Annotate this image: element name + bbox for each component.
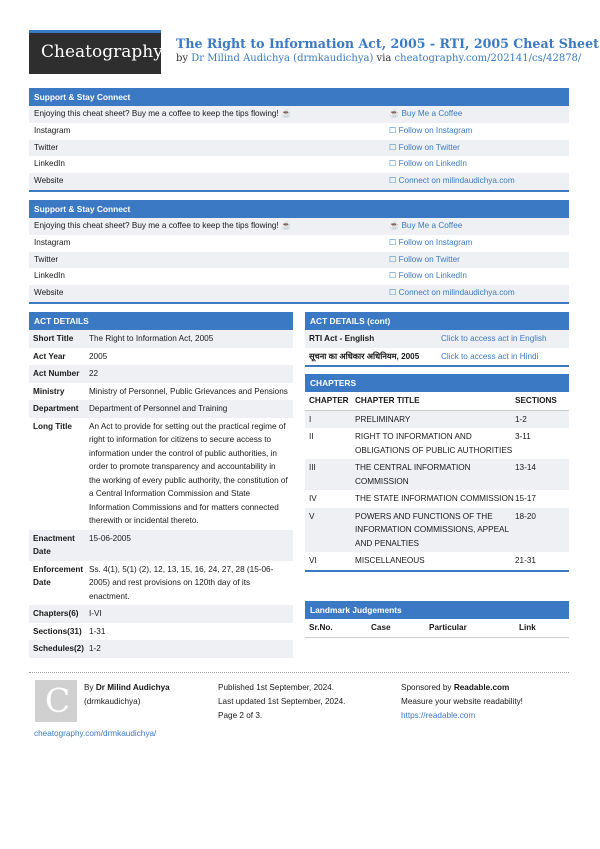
act-details-heading: ACT DETAILS xyxy=(29,312,293,330)
footer-sponsor-name[interactable]: Readable.com xyxy=(453,683,510,692)
landmark-table-header xyxy=(305,619,569,637)
chapter-title: MISCELLANEOUS xyxy=(355,556,425,565)
support-label: Enjoying this cheat sheet? Buy me a coffee to keep the tips flowing! ☕ xyxy=(34,221,292,230)
support-row xyxy=(29,235,569,252)
box-divider xyxy=(305,570,569,572)
detail-key: Short Title xyxy=(33,334,74,343)
chapter-number: VI xyxy=(309,556,317,565)
col-header: SECTIONS xyxy=(515,396,557,405)
logo-text: Cheatography xyxy=(41,42,163,62)
support-label: Instagram xyxy=(34,125,71,135)
support-row xyxy=(29,140,569,157)
detail-key: Sections(31) xyxy=(33,626,82,636)
col-header: Link xyxy=(519,623,536,632)
support-box-heading: Support & Stay Connect xyxy=(29,88,569,106)
col-header: Particular xyxy=(429,623,467,632)
detail-key: Long Title xyxy=(33,421,72,431)
buy-coffee-link[interactable]: ☕ Buy Me a Coffee xyxy=(389,109,463,118)
detail-key: Enactment Date xyxy=(33,533,75,556)
footer-sponsor-url[interactable]: https://readable.com xyxy=(401,711,476,720)
act-details-box xyxy=(29,312,293,658)
chapter-sections: 15-17 xyxy=(515,494,536,503)
linkedin-link[interactable]: ☐ Follow on LinkedIn xyxy=(389,159,467,169)
act-link-label: सूचना का अधिकार अधिनियम, 2005 xyxy=(309,351,420,361)
chapter-title: THE CENTRAL INFORMATION COMMISSION xyxy=(355,463,471,486)
detail-value: Ss. 4(1), 5(1) (2), 12, 13, 15, 16, 24, 27, 28 (15-06-2005) and rest provisions on 120th day of its enactment. xyxy=(89,564,274,601)
twitter-link[interactable]: ☐ Follow on Twitter xyxy=(389,142,460,152)
chapters-box xyxy=(305,374,569,572)
landmark-heading: Landmark Judgements xyxy=(305,601,569,619)
hindi-act-link[interactable]: Click to access act in Hindi xyxy=(441,351,539,361)
footer-author-handle: (drmkaudichya) xyxy=(84,697,141,706)
table-row xyxy=(305,459,569,490)
chapter-number: I xyxy=(309,414,312,424)
detail-value: Department of Personnel and Training xyxy=(89,404,228,413)
buy-coffee-link[interactable]: ☕ Buy Me a Coffee xyxy=(389,221,463,230)
support-label: Website xyxy=(34,176,64,186)
chapter-title: THE STATE INFORMATION COMMISSION xyxy=(355,494,514,503)
col-header: Sr.No. xyxy=(309,623,333,632)
byline xyxy=(176,53,581,64)
table-row xyxy=(305,490,569,508)
box-divider xyxy=(305,637,569,638)
chapters-heading: CHAPTERS xyxy=(305,374,569,392)
detail-value: I-VI xyxy=(89,609,102,618)
support-label: LinkedIn xyxy=(34,271,65,281)
support-label: Website xyxy=(34,288,64,298)
footer-sponsor-tagline: Measure your website readability! xyxy=(401,697,523,706)
detail-key: Ministry xyxy=(33,386,65,396)
chapter-sections: 13-14 xyxy=(515,463,536,472)
detail-key: Act Number xyxy=(33,369,80,378)
linkedin-link[interactable]: ☐ Follow on LinkedIn xyxy=(389,271,467,281)
detail-value: The Right to Information Act, 2005 xyxy=(89,334,214,343)
support-row xyxy=(29,173,569,190)
sheet-url-link[interactable]: cheatography.com/202141/cs/42878/ xyxy=(394,53,582,64)
support-box xyxy=(29,200,569,304)
act-detail-row xyxy=(29,418,293,530)
footer-updated: Last updated 1st September, 2024. xyxy=(218,697,346,706)
act-detail-row xyxy=(29,330,293,348)
box-divider xyxy=(305,365,569,367)
detail-value: 1-31 xyxy=(89,626,106,636)
footer-published: Published 1st September, 2024. xyxy=(218,683,335,692)
chapter-sections: 18-20 xyxy=(515,511,536,521)
act-detail-row xyxy=(29,605,293,623)
chapter-number: IV xyxy=(309,494,317,503)
col-header: Case xyxy=(371,623,391,632)
detail-key: Chapters(6) xyxy=(33,609,79,618)
support-box-heading: Support & Stay Connect xyxy=(29,200,569,218)
act-details-cont-box xyxy=(305,312,569,367)
col-header: CHAPTER xyxy=(309,396,349,405)
website-link[interactable]: ☐ Connect on milindaudichya.com xyxy=(389,176,515,186)
support-label: Twitter xyxy=(34,142,59,152)
chapter-number: V xyxy=(309,511,315,521)
support-label: Enjoying this cheat sheet? Buy me a coffee to keep the tips flowing! ☕ xyxy=(34,109,292,118)
table-row xyxy=(305,552,569,570)
detail-key: Department xyxy=(33,404,79,413)
act-detail-row xyxy=(29,400,293,418)
support-row xyxy=(29,268,569,285)
chapter-title: PRELIMINARY xyxy=(355,414,411,424)
detail-value: Ministry of Personnel, Public Grievances and Pensions xyxy=(89,386,288,396)
footer-author xyxy=(84,681,170,695)
detail-key: Schedules(2) xyxy=(33,644,84,653)
website-link[interactable]: ☐ Connect on milindaudichya.com xyxy=(389,288,515,298)
support-row xyxy=(29,106,569,123)
support-label: Instagram xyxy=(34,237,71,247)
act-detail-row xyxy=(29,383,293,401)
support-row xyxy=(29,285,569,302)
detail-value: 2005 xyxy=(89,351,108,361)
english-act-link[interactable]: Click to access act in English xyxy=(441,334,547,343)
avatar-initial: C xyxy=(45,681,71,720)
table-row xyxy=(305,508,569,553)
chapter-sections: 3-11 xyxy=(515,432,531,441)
chapter-sections: 21-31 xyxy=(515,556,536,565)
chapter-title: POWERS AND FUNCTIONS OF THE INFORMATION COMMISSIONS, APPEAL AND PENALTIES xyxy=(355,511,509,548)
col-header: CHAPTER TITLE xyxy=(355,396,420,405)
author-avatar[interactable] xyxy=(35,680,77,722)
footer-by: By xyxy=(84,683,94,692)
instagram-link[interactable]: ☐ Follow on Instagram xyxy=(389,125,473,135)
author-link[interactable]: Dr Milind Audichya (drmkaudichya) xyxy=(191,53,374,64)
detail-key: Enforcement Date xyxy=(33,564,84,587)
box-divider xyxy=(29,190,569,192)
detail-value: 1-2 xyxy=(89,644,101,653)
act-detail-row xyxy=(29,561,293,606)
support-row xyxy=(29,156,569,173)
act-detail-row xyxy=(29,365,293,383)
box-divider xyxy=(29,302,569,304)
act-link-row xyxy=(305,330,569,348)
act-detail-row xyxy=(29,640,293,658)
chapter-sections: 1-2 xyxy=(515,414,527,424)
act-link-row xyxy=(305,348,569,366)
twitter-link[interactable]: ☐ Follow on Twitter xyxy=(389,254,460,264)
detail-key: Act Year xyxy=(33,351,66,361)
detail-value: An Act to provide for setting out the practical regime of right to information for citizens to secure access to information under the control of public authorities, in order to promote transparency and accountability in the working of every public authority, the constitution of a Central Information Commission and State Information Commissions and for matters connected therewith or incidental thereto. xyxy=(89,421,288,525)
landmark-box xyxy=(305,601,569,638)
table-row xyxy=(305,428,569,459)
chapter-number: II xyxy=(309,432,314,441)
support-label: Twitter xyxy=(34,254,59,264)
table-row xyxy=(305,411,569,429)
footer-divider xyxy=(29,672,569,673)
cheatography-logo[interactable] xyxy=(29,30,161,74)
chapter-title: RIGHT TO INFORMATION AND OBLIGATIONS OF PUBLIC AUTHORITIES xyxy=(355,432,513,455)
act-details-cont-heading: ACT DETAILS (cont) xyxy=(305,312,569,330)
detail-value: 22 xyxy=(89,369,99,378)
act-detail-row xyxy=(29,623,293,641)
footer-page-number: Page 2 of 3. xyxy=(218,711,263,720)
byline-by: by xyxy=(176,53,189,64)
byline-via: via xyxy=(376,53,392,64)
detail-value: 15-06-2005 xyxy=(89,533,131,543)
chapter-number: III xyxy=(309,463,316,472)
support-box xyxy=(29,88,569,192)
act-detail-row xyxy=(29,348,293,366)
footer-author-name[interactable]: Dr Milind Audichya xyxy=(95,683,170,692)
footer-sponsored xyxy=(401,681,509,695)
page-title: The Right to Information Act, 2005 - RTI, 2005 Cheat Sheet xyxy=(176,36,599,51)
support-row xyxy=(29,252,569,269)
support-row xyxy=(29,123,569,140)
act-detail-row xyxy=(29,530,293,561)
act-link-label: RTI Act - English xyxy=(309,334,375,343)
footer-author-url[interactable]: cheatography.com/drmkaudichya/ xyxy=(34,729,157,738)
chapters-table-header xyxy=(305,392,569,411)
instagram-link[interactable]: ☐ Follow on Instagram xyxy=(389,237,473,247)
support-label: LinkedIn xyxy=(34,159,65,169)
footer-sponsored-by: Sponsored by xyxy=(401,683,452,692)
support-row xyxy=(29,218,569,235)
